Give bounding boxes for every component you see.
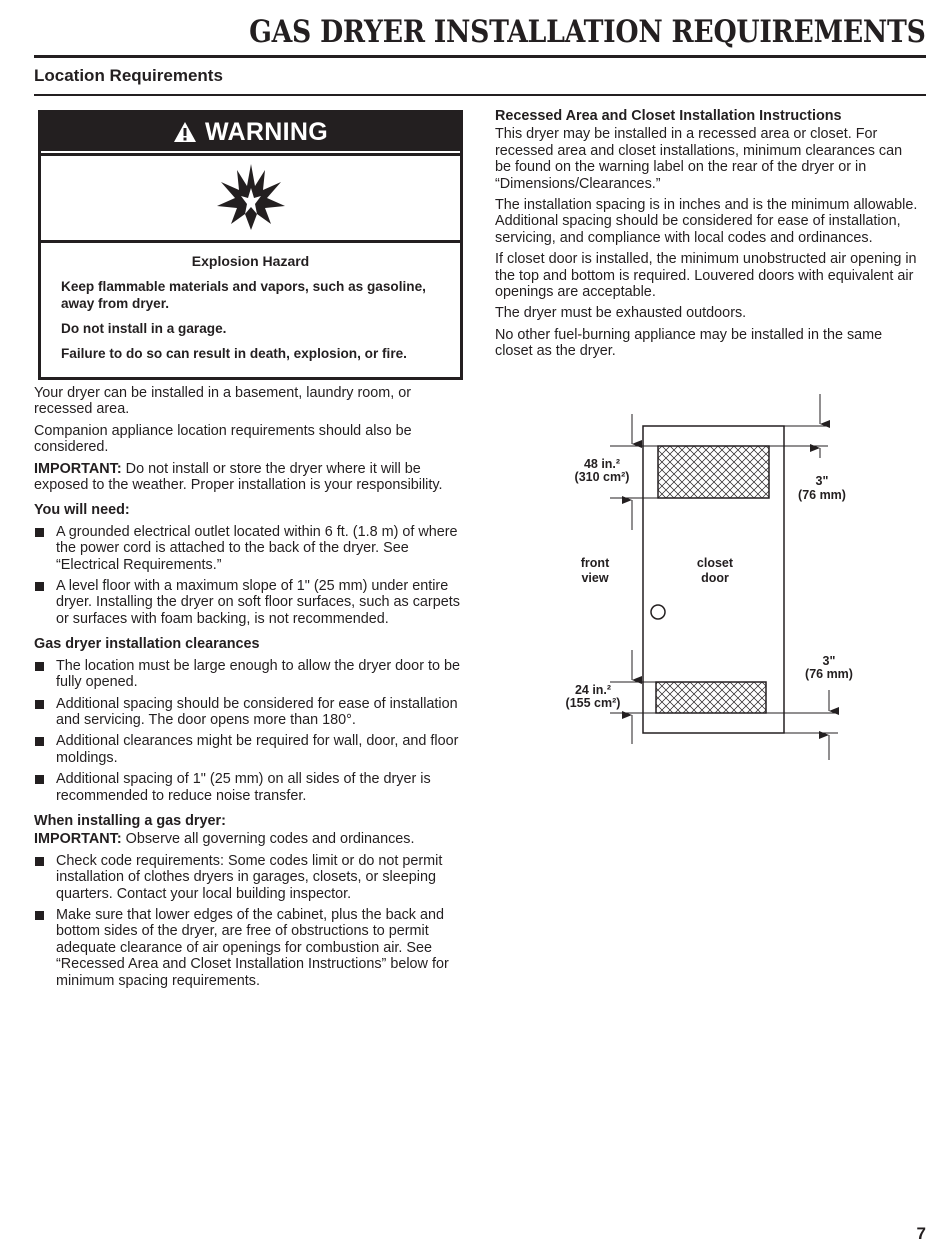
front-view-label: view xyxy=(581,571,609,585)
section-heading: Location Requirements xyxy=(34,66,223,85)
bullet-square-icon xyxy=(35,857,44,866)
intro-paragraph: Your dryer can be installed in a basement, laundry room, or recessed area. xyxy=(34,385,412,418)
top-gap-label: 3" xyxy=(815,474,829,488)
important-label: IMPORTANT: xyxy=(34,460,122,477)
door-knob xyxy=(651,605,665,619)
closet-door-label: door xyxy=(701,571,729,585)
warning-line: Do not install in a garage. xyxy=(61,321,227,336)
list-item-text: A grounded electrical outlet located within 6 ft. (1.8 m) of where the power cord is attached to the back of the dryer. See “Electrical Requirements.” xyxy=(56,523,458,573)
need-list xyxy=(34,524,464,627)
gas-heading: When installing a gas dryer: xyxy=(34,812,226,829)
bottom-gap-metric-label: (76 mm) xyxy=(805,667,853,681)
top-vent-opening xyxy=(658,446,769,498)
clearances-list xyxy=(34,658,464,804)
bullet-square-icon xyxy=(35,662,44,671)
top-area-label: 48 in.² xyxy=(583,457,621,471)
list-item-text: Check code requirements: Some codes limit or do not permit installation of clothes dryers in garages, closets, or sleeping quarters. Contact your local building inspector. xyxy=(56,852,443,902)
right-paragraph: The dryer must be exhausted outdoors. xyxy=(495,305,747,322)
bullet-square-icon xyxy=(35,700,44,709)
gas-list xyxy=(34,853,464,989)
warning-triangle-icon xyxy=(173,121,197,143)
section-rule xyxy=(34,94,926,96)
bullet-square-icon xyxy=(35,775,44,784)
warning-header xyxy=(41,113,460,151)
list-item xyxy=(34,578,464,627)
gas-important-label: IMPORTANT: xyxy=(34,831,122,848)
right-paragraph: If closet door is installed, the minimum unobstructed air opening in the top and bottom is required. Louvered doors with equivalent air openings are acceptable. xyxy=(495,251,917,301)
list-item xyxy=(34,853,464,902)
page-number: 7 xyxy=(916,1224,926,1243)
list-item-text: A level floor with a maximum slope of 1" (25 mm) under entire dryer. Installing the dryer on soft floor surfaces, such as carpets or surfaces with foam backing, is not recommended. xyxy=(56,578,460,627)
list-item xyxy=(34,733,464,766)
right-paragraph: This dryer may be installed in a recessed area or closet. For recessed area and closet installations, minimum clearances can be found on the warning label on the rear of the dryer or in “Dimensions/Clearances.” xyxy=(495,126,903,192)
warning-icon-area xyxy=(41,151,460,243)
list-item-text: Additional spacing should be considered for ease of installation and servicing. The door opens more than 180°. xyxy=(56,695,458,728)
bottom-area-metric-label: (155 cm²) xyxy=(565,696,621,710)
bottom-vent-opening xyxy=(656,682,766,713)
left-column xyxy=(34,385,464,994)
list-item xyxy=(34,696,464,729)
hazard-title: Explosion Hazard xyxy=(191,253,310,269)
warning-label: WARNING xyxy=(205,117,328,146)
list-item xyxy=(34,524,464,573)
clearances-heading: Gas dryer installation clearances xyxy=(34,636,260,653)
front-view-label: front xyxy=(580,556,610,570)
gas-important-note xyxy=(34,831,464,847)
warning-line: Failure to do so can result in death, explosion, or fire. xyxy=(61,346,407,361)
list-item-text: Additional clearances might be required for wall, door, and floor moldings. xyxy=(56,733,459,766)
recessed-heading: Recessed Area and Closet Installation Instructions xyxy=(495,108,842,124)
bullet-square-icon xyxy=(35,528,44,537)
right-paragraph: No other fuel-burning appliance may be installed in the same closet as the dryer. xyxy=(495,326,883,360)
intro-paragraph: Companion appliance location requirements should also be considered. xyxy=(34,422,412,456)
list-item-text: Additional spacing of 1" (25 mm) on all sides of the dryer is recommended to reduce noise transfer. xyxy=(56,771,431,804)
right-paragraph: The installation spacing is in inches and is the minimum allowable. Additional spacing should be considered for ease of installation, servicing, and compliance with local codes and ordinances. xyxy=(495,197,918,246)
need-heading: You will need: xyxy=(34,502,130,519)
right-column xyxy=(495,108,920,365)
closet-door-diagram xyxy=(550,390,860,770)
top-area-metric-label: (310 cm²) xyxy=(574,470,630,484)
top-gap-metric-label: (76 mm) xyxy=(798,488,846,502)
bottom-area-label: 24 in.² xyxy=(574,683,612,697)
bullet-square-icon xyxy=(35,737,44,746)
warning-body xyxy=(41,243,460,362)
closet-door-label: closet xyxy=(696,556,734,570)
list-item xyxy=(34,907,464,989)
list-item xyxy=(34,658,464,691)
page-title: GAS DRYER INSTALLATION REQUIREMENTS xyxy=(249,14,926,50)
bullet-square-icon xyxy=(35,582,44,591)
list-item-text: Make sure that lower edges of the cabinet, plus the back and bottom sides of the dryer, are free of obstructions to permit adequate clearance of air openings for combustion air. See “Recessed Area and Closet Installation Instructions” below for minimum spacing requirements. xyxy=(56,906,449,989)
warning-line: Keep flammable materials and vapors, such as gasoline, away from dryer. xyxy=(61,279,426,311)
title-rule xyxy=(34,55,926,58)
bottom-gap-label: 3" xyxy=(822,654,836,668)
list-item-text: The location must be large enough to allow the dryer door to be fully opened. xyxy=(56,657,460,691)
important-text: Do not install or store the dryer where it will be exposed to the weather. Proper installation is your responsibility. xyxy=(34,460,443,494)
list-item xyxy=(34,771,464,804)
bullet-square-icon xyxy=(35,911,44,920)
explosion-icon xyxy=(215,162,287,232)
important-note xyxy=(34,461,464,494)
warning-box xyxy=(38,110,463,380)
gas-important-text: Observe all governing codes and ordinances. xyxy=(121,831,415,848)
